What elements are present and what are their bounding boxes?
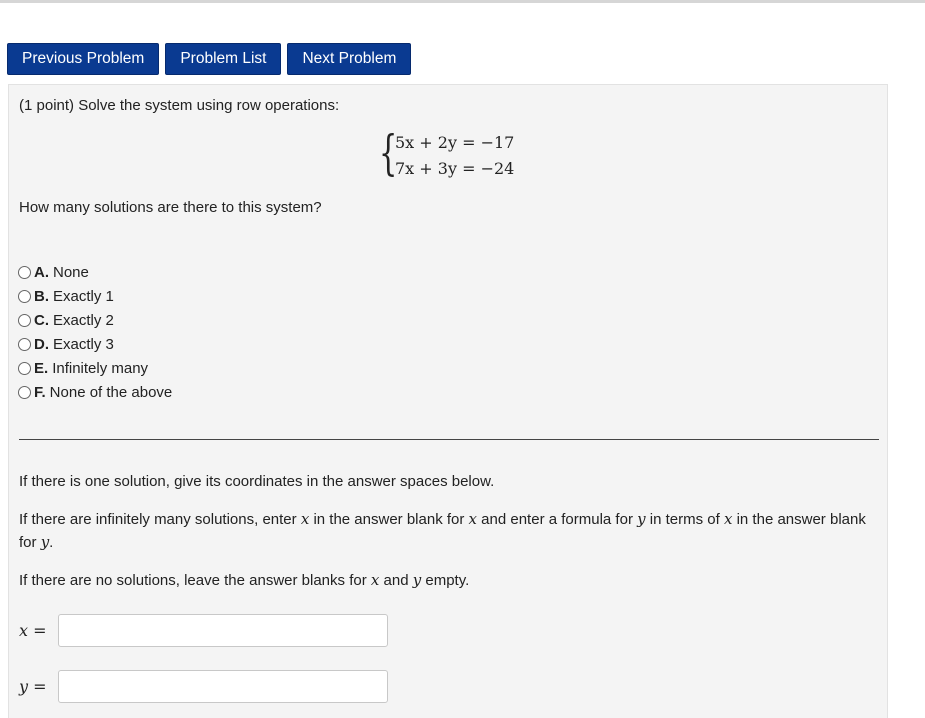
instruction-one-solution: If there is one solution, give its coordinates in the answer spaces below. bbox=[19, 473, 495, 490]
radio-button[interactable] bbox=[18, 338, 31, 351]
var-y: y bbox=[40, 533, 50, 551]
choice-letter: A. bbox=[34, 263, 49, 281]
radio-button[interactable] bbox=[18, 362, 31, 375]
instruction-fragment: If there are infinitely many solutions, enter bbox=[19, 511, 301, 528]
choice-list bbox=[18, 260, 172, 404]
answer-label-x: x = bbox=[19, 621, 47, 640]
section-divider bbox=[19, 439, 879, 440]
choice-letter: F. bbox=[34, 383, 46, 401]
instruction-infinite-solutions: If there are infinitely many solutions, enter x in the answer blank for x and enter a formula for y in terms of x in the answer blank for y. bbox=[19, 510, 866, 551]
instruction-fragment: If there are no solutions, leave the answer blanks for bbox=[19, 572, 371, 589]
radio-button[interactable] bbox=[18, 266, 31, 279]
instruction-fragment: and enter a formula for bbox=[477, 511, 638, 528]
choice-b[interactable] bbox=[18, 284, 172, 308]
choice-text: Exactly 3 bbox=[53, 335, 114, 353]
answer-input-y[interactable] bbox=[58, 670, 388, 703]
problem-intro: (1 point) Solve the system using row operations: bbox=[19, 97, 340, 114]
next-problem-button[interactable]: Next Problem bbox=[287, 43, 411, 75]
var-y: y bbox=[412, 571, 422, 589]
choice-c[interactable] bbox=[18, 308, 172, 332]
choice-text: None bbox=[53, 263, 89, 281]
problem-list-button[interactable]: Problem List bbox=[165, 43, 281, 75]
radio-button[interactable] bbox=[18, 386, 31, 399]
top-divider bbox=[0, 0, 925, 3]
choice-letter: E. bbox=[34, 359, 49, 377]
choice-a[interactable] bbox=[18, 260, 172, 284]
choice-text: Exactly 1 bbox=[53, 287, 114, 305]
var-y: y bbox=[637, 510, 646, 528]
problem-navigation bbox=[7, 43, 411, 75]
question-text: How many solutions are there to this system? bbox=[19, 199, 322, 216]
equation-1: 5x + 2y = −17 bbox=[395, 133, 515, 152]
choice-letter: B. bbox=[34, 287, 49, 305]
choice-text: Infinitely many bbox=[52, 359, 149, 377]
var-x: x bbox=[370, 571, 380, 589]
choice-text: None of the above bbox=[49, 383, 173, 401]
instruction-fragment: in terms of bbox=[645, 511, 724, 528]
problem-panel bbox=[8, 84, 888, 718]
previous-problem-button[interactable]: Previous Problem bbox=[7, 43, 159, 75]
instruction-fragment: and bbox=[379, 572, 413, 589]
equation-2: 7x + 3y = −24 bbox=[395, 159, 515, 178]
instruction-no-solutions bbox=[19, 569, 879, 592]
var-x: x bbox=[300, 510, 310, 528]
radio-button[interactable] bbox=[18, 314, 31, 327]
answer-label-y: y = bbox=[19, 677, 47, 696]
choice-letter: C. bbox=[34, 311, 49, 329]
left-brace: { bbox=[379, 125, 398, 181]
choice-text: Exactly 2 bbox=[53, 311, 114, 329]
choice-e[interactable] bbox=[18, 356, 172, 380]
choice-d[interactable] bbox=[18, 332, 172, 356]
answer-input-x[interactable] bbox=[58, 614, 388, 647]
var-x: x bbox=[723, 510, 733, 528]
choice-f[interactable] bbox=[18, 380, 172, 404]
radio-button[interactable] bbox=[18, 290, 31, 303]
instruction-fragment: in the answer blank for bbox=[309, 511, 469, 528]
instruction-fragment: empty. bbox=[421, 572, 470, 589]
var-x: x bbox=[468, 510, 478, 528]
instruction-fragment: in the answer blank for bbox=[19, 511, 866, 551]
choice-letter: D. bbox=[34, 335, 49, 353]
